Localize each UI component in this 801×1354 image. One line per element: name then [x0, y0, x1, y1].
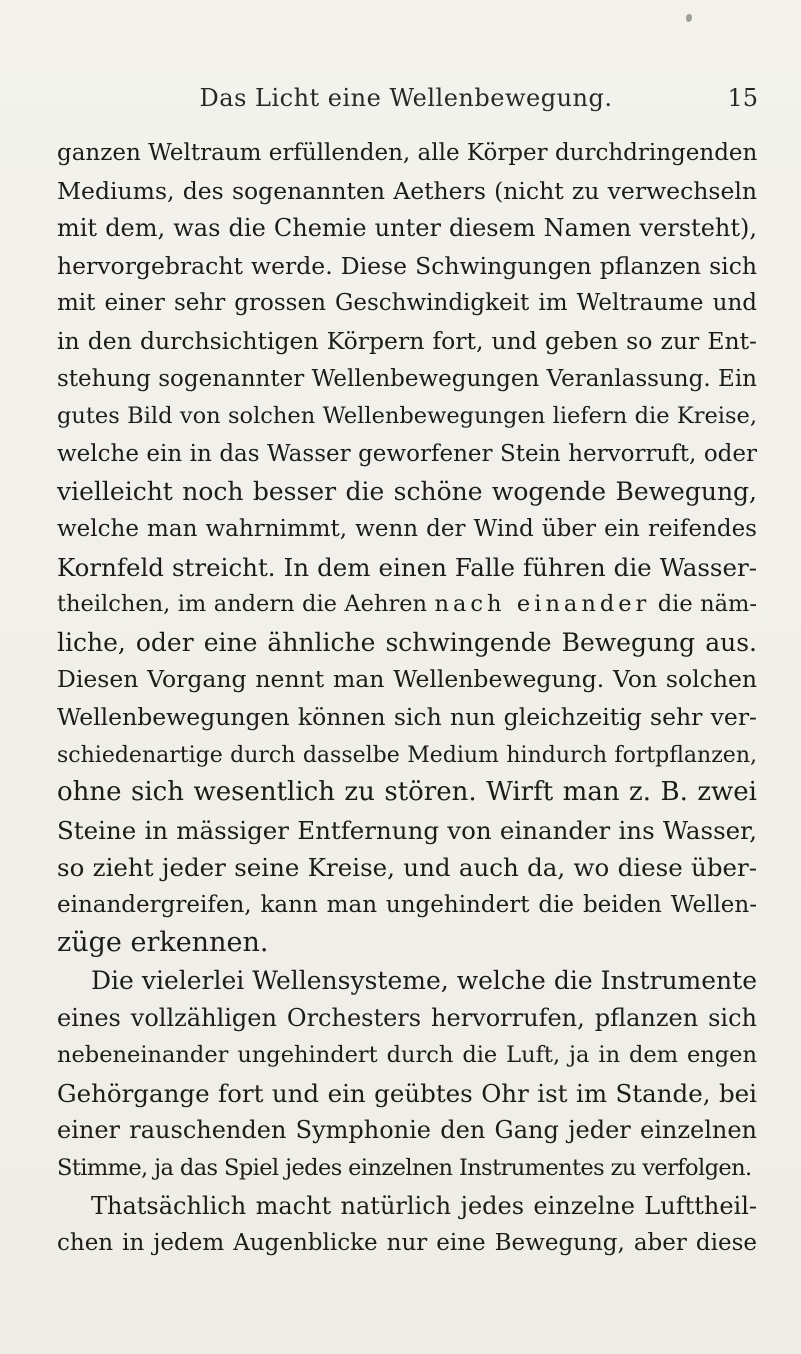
body-text [57, 135, 757, 1263]
text-line: Thatsächlich macht natürlich jedes einzelne Lufttheil- [91, 1191, 757, 1220]
text-line: welche ein in das Wasser geworfener Stein hervorruft, oder [57, 440, 757, 467]
text-line: Mediums, des sogenannten Aethers (nicht zu verwechseln [57, 176, 757, 205]
text-line: chen in jedem Augenblicke nur eine Bewegung, aber diese [57, 1230, 757, 1257]
paragraph [57, 1188, 757, 1263]
text-segment: theilchen, im andern die Aehren [57, 591, 428, 618]
text-line: liche, oder eine ähnliche schwingende Bewegung aus. [57, 627, 757, 657]
text-line: mit einer sehr grossen Geschwindigkeit im Weltraume und [57, 290, 757, 317]
paragraph [57, 135, 757, 962]
text-line: Stimme, ja das Spiel jedes einzelnen Instrumentes zu verfolgen. [57, 1155, 752, 1182]
text-line: einandergreifen, kann man ungehindert die beiden Wellen- [57, 891, 757, 918]
text-line: welche man wahrnimmt, wenn der Wind über ein reifendes [57, 515, 757, 542]
text-line: Die vielerlei Wellensysteme, welche die Instrumente [91, 966, 757, 996]
text-line: nebeneinander ungehindert durch die Luft, ja in dem engen [57, 1042, 757, 1069]
text-line: Kornfeld streicht. In dem einen Falle führen die Wasser- [57, 552, 757, 582]
running-header [56, 84, 756, 118]
text-line: stehung sogenannter Wellenbewegungen Veranlassung. Ein [57, 365, 757, 392]
text-line: so zieht jeder seine Kreise, und auch da, wo diese über- [57, 853, 757, 883]
spaced-emphasis: nach einander [434, 591, 651, 618]
text-line: züge erkennen. [57, 927, 269, 959]
text-line: Diesen Vorgang nennt man Wellenbewegung. Von solchen [57, 665, 757, 694]
text-line: vielleicht noch besser die schöne wogende Bewegung, [57, 477, 757, 507]
text-line: in den durchsichtigen Körpern fort, und geben so zur Ent- [57, 326, 757, 355]
text-line: ganzen Weltraum erfüllenden, alle Körper durchdringenden [57, 140, 758, 166]
text-line: einer rauschenden Symphonie den Gang jeder einzelnen [57, 1116, 757, 1145]
text-line: ohne sich wesentlich zu stören. Wirft man z. B. zwei [57, 777, 757, 808]
text-line: Gehörgange fort und ein geübtes Ohr ist im Stande, bei [57, 1078, 757, 1108]
paragraph [57, 962, 757, 1188]
text-line: gutes Bild von solchen Wellenbewegungen liefern die Kreise, [57, 403, 757, 430]
running-title: Das Licht eine Wellenbewegung. [199, 84, 613, 112]
paper-speck [686, 14, 692, 22]
text-line: hervorgebracht werde. Diese Schwingungen pflanzen sich [57, 251, 757, 280]
text-line: eines vollzähligen Orchesters hervorrufen, pflanzen sich [57, 1003, 757, 1032]
text-line: mit dem, was die Chemie unter diesem Namen versteht), [57, 214, 757, 243]
text-segment: die näm- [657, 591, 757, 618]
text-line-with-spaced-emphasis [57, 586, 757, 624]
text-line: Wellenbewegungen können sich nun gleichzeitig sehr ver- [57, 702, 757, 731]
page-number: 15 [727, 84, 758, 112]
text-line: Steine in mässiger Entfernung von einander ins Wasser, [57, 815, 757, 845]
text-line: schiedenartige durch dasselbe Medium hindurch fortpflanzen, [57, 742, 757, 768]
